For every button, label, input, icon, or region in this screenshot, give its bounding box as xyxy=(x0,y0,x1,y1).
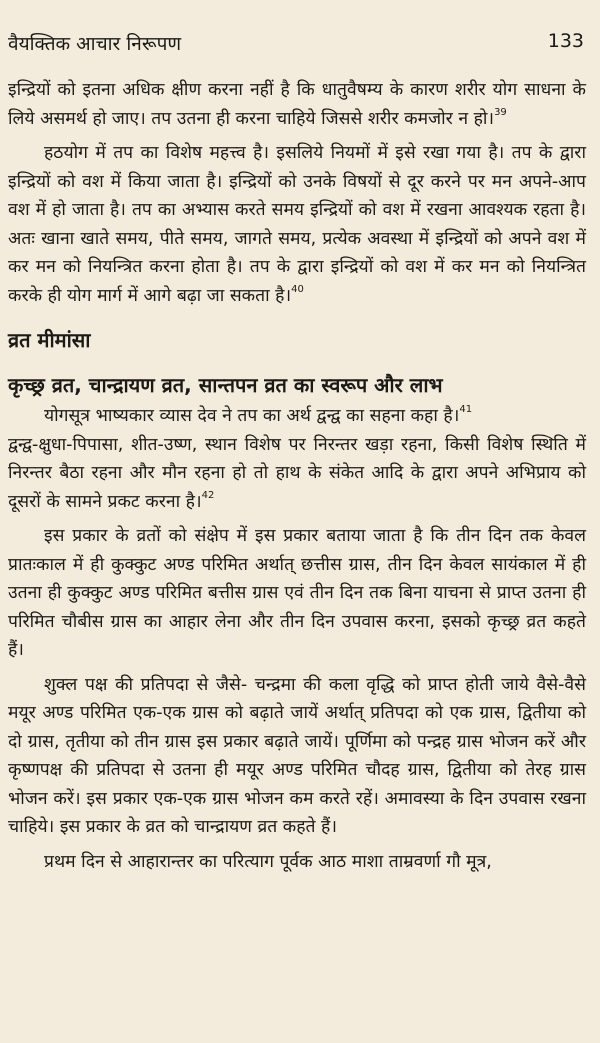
page-number: 133 xyxy=(547,30,584,52)
paragraph-text: योगसूत्र भाष्यकार व्यास देव ने तप का अर्थ द्वन्द्व का सहना कहा है। xyxy=(44,406,460,426)
section-heading: व्रत मीमांसा xyxy=(8,328,91,352)
footnote-ref: 41 xyxy=(459,404,473,416)
footnote-ref: 42 xyxy=(201,489,215,501)
subsection-heading: कृच्छ्र व्रत, चान्द्रायण व्रत, सान्तपन व्रत का स्वरूप और लाभ xyxy=(8,373,443,397)
paragraph-4 xyxy=(8,431,586,517)
paragraph-3 xyxy=(8,402,586,431)
paragraph-text: शुक्ल पक्ष की प्रतिपदा से जैसे- चन्द्रमा की कला वृद्धि को प्राप्त होती जाये वैसे-वैसे मयूर अण्ड परिमित एक-एक ग्रास को बढ़ाते जायें अर्थात् प्रतिपदा को एक ग्रास, द्वितीया को दो ग्रास, तृतीया को तीन ग्रास इस प्रकार बढ़ाते जायें। पूर्णिमा को पन्द्रह ग्रास भोजन करें और कृष्णपक्ष की प्रतिपदा से उतना ही मयूर अण्ड परिमित चौदह ग्रास, द्वितीया को तेरह ग्रास भोजन करें। इस प्रकार एक-एक ग्रास भोजन कम करते रहें। अमावस्या के दिन उपवास रखना चाहिये। इस प्रकार के व्रत को चान्द्रायण व्रत कहते हैं। xyxy=(8,674,586,837)
paragraph-text: इस प्रकार के व्रतों को संक्षेप में इस प्रकार बताया जाता है कि तीन दिन तक केवल प्रातःकाल में ही कुक्कुट अण्ड परिमित अर्थात् छत्तीस ग्रास, तीन दिन केवल सायंकाल में ही उतना ही कुक्कुट अण्ड परिमित बत्तीस ग्रास एवं तीन दिन तक बिना याचना से प्राप्त उतना ही परिमित चौबीस ग्रास का आहार लेना और तीन दिन उपवास करना, इसको कृच्छ्र व्रत कहते हैं। xyxy=(8,526,586,660)
running-header xyxy=(8,30,584,54)
paragraph-1 xyxy=(8,76,586,133)
paragraph-2 xyxy=(8,139,586,310)
paragraph-6 xyxy=(8,671,586,842)
paragraph-7 xyxy=(8,848,586,877)
footnote-ref: 40 xyxy=(291,283,304,295)
paragraph-5 xyxy=(8,522,586,665)
paragraph-text: हठयोग में तप का विशेष महत्त्व है। इसलिये नियमों में इसे रखा गया है। तप के द्वारा इन्द्रियों को वश में किया जाता है। इन्द्रियों को उनके विषयों से दूर करने पर मन अपने-आप वश में हो जाता है। तप का अभ्यास करते समय इन्द्रियों को वश में रखना आवश्यक रहता है। अतः खाना खाते समय, पीते समय, जागते समय, प्रत्येक अवस्था में इन्द्रियों को अपने वश में कर मन को नियन्त्रित करना होता है। तप के द्वारा इन्द्रियों को वश में कर मन को नियन्त्रित करके ही योग मार्ग में आगे बढ़ा जा सकता है। xyxy=(8,143,586,306)
paragraph-text: इन्द्रियों को इतना अधिक क्षीण करना नहीं है कि धातुवैषम्य के कारण शरीर योग साधना के लिये असमर्थ हो जाए। तप उतना ही करना चाहिये जिससे शरीर कमजोर न हो। xyxy=(8,80,586,129)
paragraph-text: प्रथम दिन से आहारान्तर का परित्याग पूर्वक आठ माशा ताम्रवर्णा गौ मूत्र, xyxy=(44,851,492,872)
page-body xyxy=(8,76,586,876)
footnote-ref: 39 xyxy=(494,106,507,118)
paragraph-text: द्वन्द्व-क्षुधा-पिपासा, शीत-उष्ण, स्थान विशेष पर निरन्तर खड़ा रहना, किसी विशेष स्थिति में निरन्तर बैठा रहना और मौन रहना हो तो हाथ के संकेत आदि के द्वारा अपने अभिप्राय को दूसरों के सामने प्रकट करना है। xyxy=(8,434,586,512)
running-title: वैयक्तिक आचार निरूपण xyxy=(8,33,182,55)
